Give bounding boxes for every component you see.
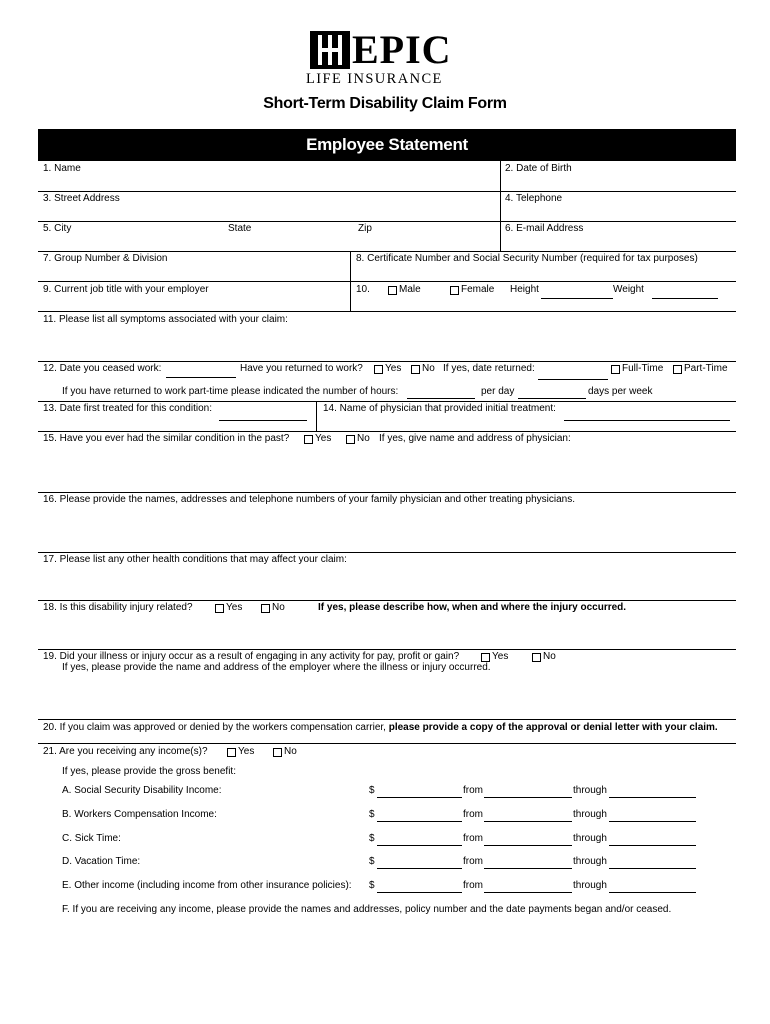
activity-no-label: No xyxy=(543,651,556,662)
dollar-sign: $ xyxy=(369,809,375,820)
logo-mark-icon xyxy=(310,31,350,69)
amount-field[interactable] xyxy=(377,845,462,846)
weight-label: Weight xyxy=(613,284,644,295)
from-label: from xyxy=(463,809,483,820)
q6-label: 6. E-mail Address xyxy=(505,223,584,234)
from-label: from xyxy=(463,856,483,867)
per-day-label: per day xyxy=(481,386,515,397)
returned-no-label: No xyxy=(422,363,435,374)
through-label: through xyxy=(573,785,607,796)
amount-field[interactable] xyxy=(377,821,462,822)
physician-name-field[interactable] xyxy=(564,420,730,421)
income-yes-label: Yes xyxy=(238,746,255,757)
first-treated-date-field[interactable] xyxy=(219,420,307,421)
injury-no-label: No xyxy=(272,602,285,613)
dollar-sign: $ xyxy=(369,833,375,844)
through-date-field[interactable] xyxy=(609,868,696,869)
q12-returned-label: Have you returned to work? xyxy=(240,363,363,374)
from-date-field[interactable] xyxy=(484,845,572,846)
income-no-checkbox[interactable] xyxy=(273,748,282,757)
through-date-field[interactable] xyxy=(609,892,696,893)
q16-label: 16. Please provide the names, addresses and telephone numbers of your family physician and other treating physicians. xyxy=(43,494,575,505)
injury-yes-label: Yes xyxy=(226,602,243,613)
returned-no-checkbox[interactable] xyxy=(411,365,420,374)
q18-label: 18. Is this disability injury related? xyxy=(43,602,193,613)
q20-bold-text: please provide a copy of the approval or denial letter with your claim. xyxy=(388,722,718,733)
through-date-field[interactable] xyxy=(609,845,696,846)
q21-f-label: F. If you are receiving any income, please provide the names and addresses, policy number and the date payments began and/or ceased. xyxy=(62,904,672,915)
q15-ifyes-label: If yes, give name and address of physician: xyxy=(379,433,571,444)
q5-zip-label: Zip xyxy=(358,223,372,234)
logo-brand: EPIC xyxy=(352,27,452,72)
income-label: C. Sick Time: xyxy=(62,833,121,844)
from-label: from xyxy=(463,880,483,891)
q21-gross-label: If yes, please provide the gross benefit: xyxy=(62,766,236,777)
from-date-field[interactable] xyxy=(484,797,572,798)
date-returned-field[interactable] xyxy=(538,379,608,380)
dollar-sign: $ xyxy=(369,880,375,891)
days-per-week-label: days per week xyxy=(588,386,653,397)
returned-yes-checkbox[interactable] xyxy=(374,365,383,374)
q12-hours-label: If you have returned to work part-time please indicated the number of hours: xyxy=(62,386,399,397)
q5-state-label: State xyxy=(228,223,252,234)
female-checkbox[interactable] xyxy=(450,286,459,295)
fulltime-checkbox[interactable] xyxy=(611,365,620,374)
income-label: B. Workers Compensation Income: xyxy=(62,809,217,820)
through-label: through xyxy=(573,833,607,844)
q5-label: 5. City xyxy=(43,223,72,234)
form-title: Short-Term Disability Claim Form xyxy=(263,95,507,112)
q10-label: 10. xyxy=(356,284,370,295)
q20-label xyxy=(43,722,718,734)
from-label: from xyxy=(463,785,483,796)
female-label: Female xyxy=(461,284,495,295)
activity-yes-checkbox[interactable] xyxy=(481,653,490,662)
section-title: Employee Statement xyxy=(306,135,468,154)
similar-yes-checkbox[interactable] xyxy=(304,435,313,444)
through-date-field[interactable] xyxy=(609,821,696,822)
income-yes-checkbox[interactable] xyxy=(227,748,236,757)
through-label: through xyxy=(573,880,607,891)
similar-no-checkbox[interactable] xyxy=(346,435,355,444)
q17-label: 17. Please list any other health conditions that may affect your claim: xyxy=(43,554,347,565)
from-date-field[interactable] xyxy=(484,821,572,822)
activity-no-checkbox[interactable] xyxy=(532,653,541,662)
similar-no-label: No xyxy=(357,433,370,444)
q8-label: 8. Certificate Number and Social Security Number (required for tax purposes) xyxy=(356,253,698,264)
q4-label: 4. Telephone xyxy=(505,193,563,204)
q21-label: 21. Are you receiving any income(s)? xyxy=(43,746,208,757)
q15-label: 15. Have you ever had the similar condition in the past? xyxy=(43,433,290,444)
activity-yes-label: Yes xyxy=(492,651,509,662)
q12-date-returned-label: If yes, date returned: xyxy=(443,363,535,374)
logo-subtitle: LIFE INSURANCE xyxy=(306,71,443,87)
male-label: Male xyxy=(399,284,421,295)
section-banner xyxy=(38,129,736,161)
income-label: E. Other income (including income from other insurance policies): xyxy=(62,880,352,891)
q7-label: 7. Group Number & Division xyxy=(43,253,168,264)
similar-yes-label: Yes xyxy=(315,433,332,444)
income-no-label: No xyxy=(284,746,297,757)
returned-yes-label: Yes xyxy=(385,363,402,374)
q2-label: 2. Date of Birth xyxy=(505,163,572,174)
amount-field[interactable] xyxy=(377,868,462,869)
amount-field[interactable] xyxy=(377,797,462,798)
from-label: from xyxy=(463,833,483,844)
q20-text: 20. If you claim was approved or denied by the workers compensation carrier, xyxy=(43,722,386,733)
amount-field[interactable] xyxy=(377,892,462,893)
q11-label: 11. Please list all symptoms associated with your claim: xyxy=(43,314,288,325)
injury-no-checkbox[interactable] xyxy=(261,604,270,613)
fulltime-label: Full-Time xyxy=(622,363,664,374)
q3-label: 3. Street Address xyxy=(43,193,120,204)
through-label: through xyxy=(573,809,607,820)
through-label: through xyxy=(573,856,607,867)
parttime-label: Part-Time xyxy=(684,363,728,374)
income-label: D. Vacation Time: xyxy=(62,856,141,867)
weight-field[interactable] xyxy=(652,298,718,299)
q18-ifyes-label: If yes, please describe how, when and where the injury occurred. xyxy=(318,602,627,613)
parttime-checkbox[interactable] xyxy=(673,365,682,374)
q9-label: 9. Current job title with your employer xyxy=(43,284,209,295)
q1-label: 1. Name xyxy=(43,163,81,174)
height-field[interactable] xyxy=(541,298,613,299)
q19-line2: If yes, please provide the name and address of the employer where the illness or injury occurred. xyxy=(62,662,491,673)
income-label: A. Social Security Disability Income: xyxy=(62,785,222,796)
dollar-sign: $ xyxy=(369,856,375,867)
q12-label: 12. Date you ceased work: xyxy=(43,363,162,374)
dollar-sign: $ xyxy=(369,785,375,796)
q13-label: 13. Date first treated for this condition: xyxy=(43,403,212,414)
ceased-work-date-field[interactable] xyxy=(166,377,236,378)
from-date-field[interactable] xyxy=(484,868,572,869)
through-date-field[interactable] xyxy=(609,797,696,798)
from-date-field[interactable] xyxy=(484,892,572,893)
q19-label: 19. Did your illness or injury occur as a result of engaging in any activity for pay, profit or gain? xyxy=(43,651,460,662)
days-per-week-field[interactable] xyxy=(518,398,586,399)
male-checkbox[interactable] xyxy=(388,286,397,295)
q14-label: 14. Name of physician that provided initial treatment: xyxy=(323,403,556,414)
injury-yes-checkbox[interactable] xyxy=(215,604,224,613)
hours-field[interactable] xyxy=(407,398,475,399)
height-label: Height xyxy=(510,284,539,295)
